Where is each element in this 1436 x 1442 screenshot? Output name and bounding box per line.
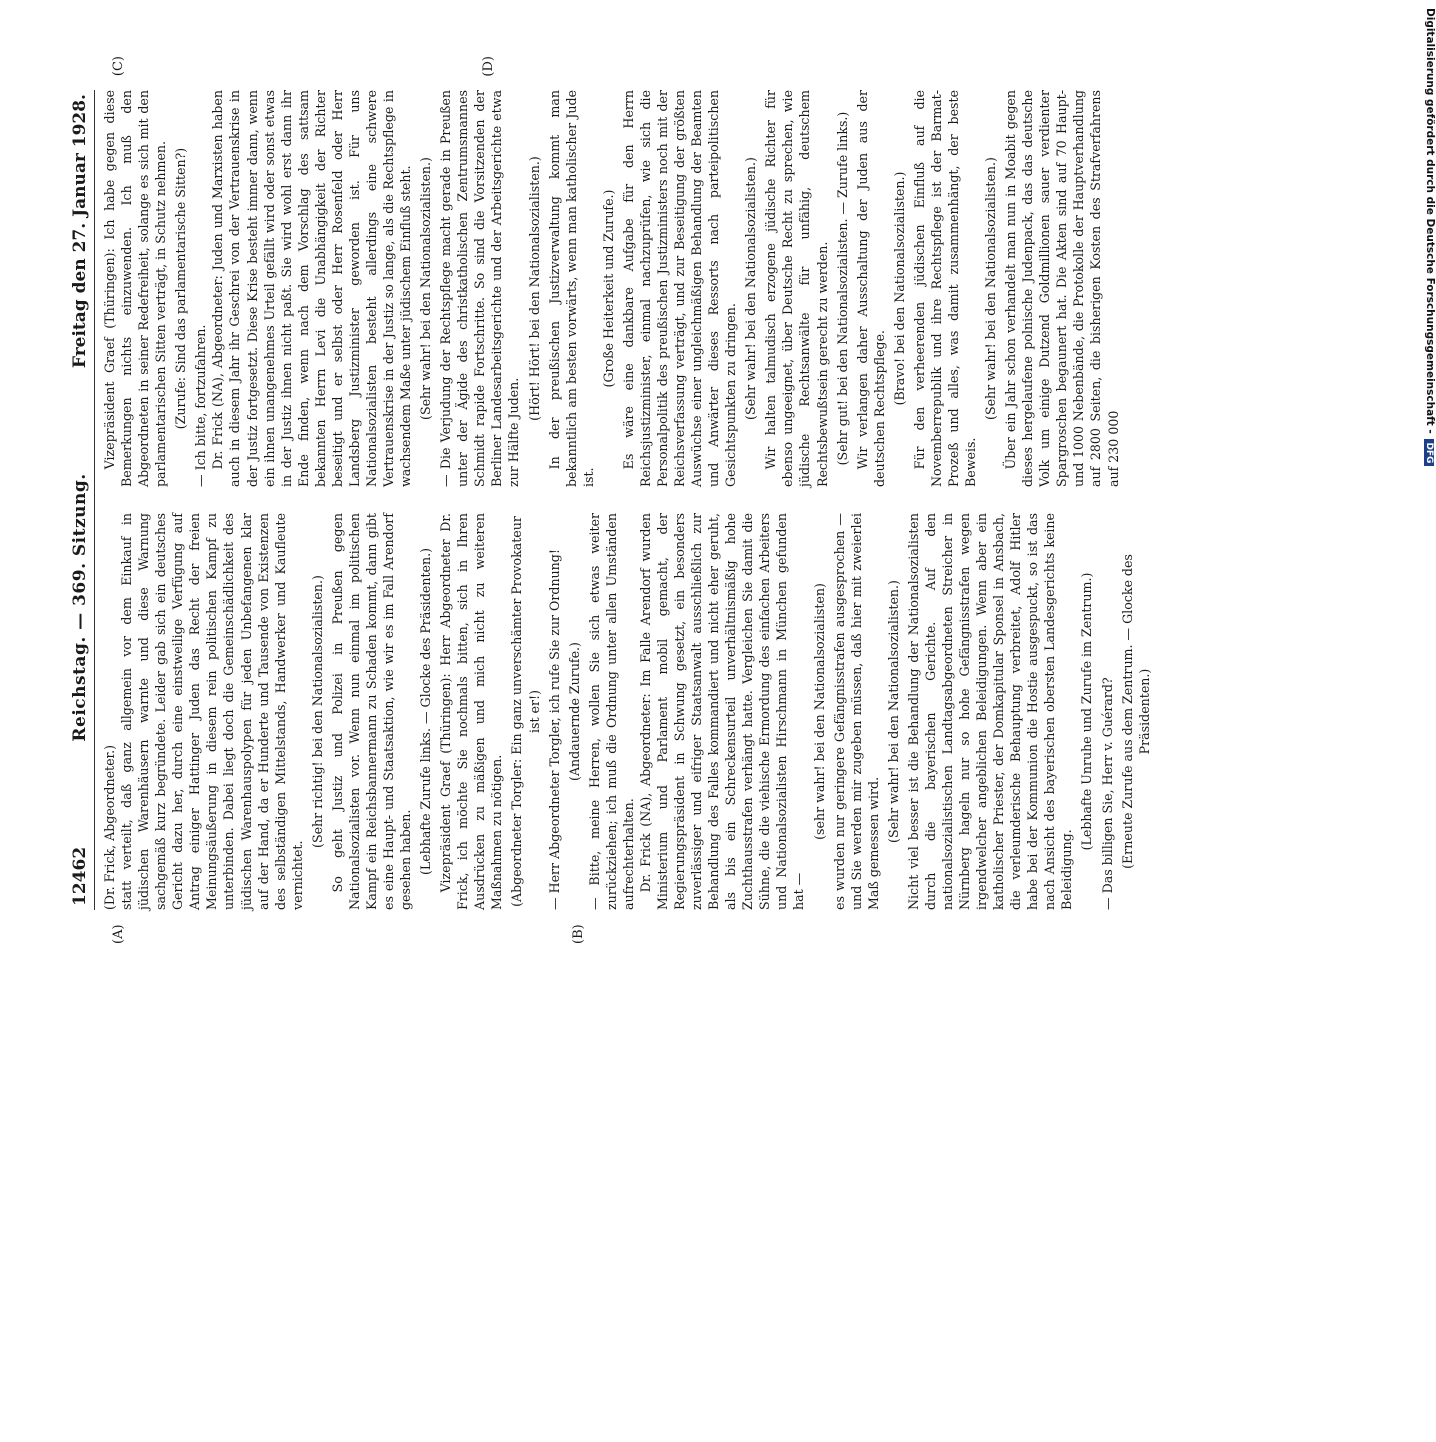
- interjection: (Große Heiterkeit und Zurufe.): [600, 189, 616, 388]
- interjection: (Abgeordneter Torgler: Ein ganz unverschämter Provokateur ist er!): [509, 516, 542, 907]
- paragraph: — Herr Abgeordneter Torgler, ich rufe Sie zur Ordnung!: [546, 549, 562, 910]
- margin-marker-a: (A): [111, 924, 126, 944]
- interjection: (Sehr gut! bei den Nationalsozialisten. — Zurufe links.): [834, 111, 850, 466]
- page-header: [70, 90, 95, 910]
- session-title: Reichstag. — 369. Sitzung.: [70, 473, 90, 742]
- dfg-badge: DFG: [1424, 439, 1434, 466]
- interjection: (Lebhafte Unruhe und Zurufe im Zentrum.): [1079, 572, 1095, 851]
- paragraph: Dr. Frick (NA), Abgeordneter: Im Falle Arendorf wurden Ministerium und Parlament mobil gemacht, der Regierungspräsident in Schwung gesetzt, ein besonders zuverlässiger und eifriger Staatsanwalt ausschließlich zur Behandlung des Falles kommandiert und nicht eher geruht, als bis ein Schreckensurteil unverhältnismäßig hohe Zuchthausstrafen verhängt hatte. Vergleichen Sie damit die Sühne, die die viehische Ermordung des einfachen Arbeiters und Nationalsozialisten Hirschmann in München gefunden hat —: [637, 513, 807, 910]
- interjection: (Bravo! bei den Nationalsozialisten.): [891, 171, 907, 406]
- interjection: (Sehr wahr! bei den Nationalsozialisten.): [743, 157, 759, 420]
- paragraph: Für den verheerenden jüdischen Einfluß auf die Novemberrepublik und ihre Rechtspflege ist der Barmat-Prozeß und alles, was damit zusammenhängt, der beste Beweis.: [911, 90, 978, 487]
- paragraph: — Das billigen Sie, Herr v. Guérard?: [1099, 677, 1115, 910]
- paragraph: Dr. Frick (NA), Abgeordneter: Juden und Marxisten haben auch in diesem Jahr ihr Geschrei von der Vertrauenskrise in der Justiz fortgesetzt. Diese Krise besteht immer dann, wenn ein ihnen unangenehmes Urteil gefällt wird oder sonst etwas in der Justiz ihnen nicht paßt. Sie wird wohl erst dann ihr Ende finden, wenn nach dem Vorschlag des sattsam bekannten Herrn Levi die Unabhängigkeit der Richter beseitigt und er selbst oder Herr Rosenfeld oder Herr Landsberg Justizminister geworden ist. Für uns Nationalsozialisten besteht allerdings eine schwere Vertrauenskrise in der Justiz so lange, als die Rechtspflege in wachsendem Maße unter jüdischem Einfluß steht.: [210, 90, 414, 487]
- paragraph: statt verteilt, daß ganz allgemein vor dem Einkauf in jüdischen Warenhäusern warnte und diese Warnung sachgemäß kurz begründete. Leider gab sich ein deutsches Gericht dazu her, durch eine einstweilige Verfügung auf Antrag einiger Hattinger Juden das Recht der freien Meinungsäußerung in diesem rein politischen Kampf zu unterbinden. Dabei liegt doch die Gemeinschädlichkeit des jüdischen Warenhauspolypen für jeden Unbefangenen klar auf der Hand, da er Hunderte und Tausende von Existenzen des selbständigen Mittelstands, Handwerker und Kaufleute vernichtet.: [119, 513, 305, 910]
- margin-marker-c: (C): [111, 56, 126, 77]
- page-number: 12462: [70, 846, 90, 906]
- paragraph: — Bitte, meine Herren, wollen Sie sich etwas weiter zurückziehen; ich muß die Ordnung unter allen Umständen aufrechterhalten.: [586, 513, 636, 910]
- paragraph: — Die Verjudung der Rechtspflege macht gerade in Preußen unter der Ägide des christkatholischen Zentrumsmannes Schmidt rapide Fortschritte. So sind die Vorsitzenden der Berliner Landesarbeitsgerichte und der Arbeitsgerichte etwa zur Hälfte Juden.: [438, 90, 522, 487]
- interjection: (Sehr richtig! bei den Nationalsozialisten.): [309, 575, 325, 848]
- interjection: (Hört! Hört! bei den Nationalsozialisten.): [526, 156, 542, 421]
- interjection: (Erneute Zurufe aus dem Zentrum. — Glocke des Präsidenten.): [1119, 554, 1152, 869]
- text-columns: [101, 56, 1156, 944]
- paragraph: Wir halten talmudisch erzogene jüdische Richter für ebenso ungeeignet, über Deutsche Recht zu sprechen, wie jüdische Rechtsanwälte für unfähig, deutschem Rechtsbewußtsein gerecht zu werden.: [763, 90, 830, 487]
- interjection: (Andauernde Zurufe.): [566, 642, 582, 781]
- paragraph: (Dr. Frick, Abgeordneter.): [102, 744, 117, 910]
- funding-note-text: Digitalisierung gefördert durch die Deutsche Forschungsgemeinschaft -: [1424, 8, 1436, 434]
- interjection: (Sehr wahr! bei den Nationalsozialisten.): [983, 157, 999, 420]
- paragraph: Vizepräsident Graef (Thüringen): Ich habe gegen diese Bemerkungen nichts einzuwenden. Ich muß den Abgeordneten in seiner Redefreiheit, solange es sich mit den parlamentarischen Sitten verträgt, in Schutz nehmen.: [102, 90, 169, 487]
- paragraph: In der preußischen Justizverwaltung kommt man bekanntlich am besten vorwärts, wenn man katholischer Jude ist.: [546, 90, 596, 487]
- paragraph: Wir verlangen daher Ausschaltung der Juden aus der deutschen Rechtspflege.: [854, 90, 887, 487]
- paragraph: Es wäre eine dankbare Aufgabe für den Herrn Reichsjustizminister, einmal nachzuprüfen, wie sich die Personalpolitik des preußischen Justizministers noch mit der Reichsverfassung verträgt, und zur Beseitigung der größten Auswüchse einer ungleichmäßigen Behandlung der Beamten und Anwärter dieses Ressorts nach parteipolitischen Gesichtspunkten zu dringen.: [620, 90, 739, 487]
- paragraph: Vizepräsident Graef (Thüringen): Herr Abgeordneter Dr. Frick, ich möchte Sie nochmals bitten, sich in Ihren Ausdrücken zu mäßigen und mich nicht zu weiteren Maßnahmen zu nötigen.: [438, 513, 505, 910]
- paragraph: Über ein Jahr schon verhandelt man nun in Moabit gegen dieses hergelaufene polnische Judenpack, das das deutsche Volk um einige Dutzend Goldmillionen sauer verdienter Spargroschen begaunert hat. Die Akten sind auf 70 Haupt- und 1000 Nebenbände, die Protokolle der Hauptverhandlung auf 2800 Seiten, die bisherigen Kosten des Strafverfahrens auf 230 000: [1003, 90, 1121, 487]
- session-date: Freitag den 27. Januar 1928.: [70, 94, 90, 369]
- margin-marker-b: (B): [571, 924, 586, 944]
- interjection: (Sehr wahr! bei den Nationalsozialisten.): [418, 157, 434, 420]
- margin-marker-d: (D): [481, 56, 496, 77]
- right-column: [101, 90, 1156, 487]
- paragraph: es wurden nur geringere Gefängnisstrafen ausgesprochen — und Sie werden mir zugeben müssen, daß hier mit zweierlei Maß gemessen wird.: [831, 513, 881, 910]
- paragraph: Nicht viel besser ist die Behandlung der Nationalsozialisten durch die bayerischen Gerichte. Auf den nationalsozialistischen Landtagsabgeordneten Streicher in Nürnberg hageln nur so hohe Gefängnisstrafen wegen irgendwelcher angeblichen Beleidigungen. Wenn aber ein katholischer Priester, der Domkapitular Sponsel in Ansbach, die verleumderische Behauptung verbreitet, Adolf Hitler habe bei der Kommunion die Hostie ausgespuckt, so ist das nach Ansicht des bayerischen obersten Landesgerichts keine Beleidigung.: [905, 513, 1075, 910]
- interjection: (Lebhafte Zurufe links. — Glocke des Präsidenten.): [418, 548, 434, 876]
- interjection: (Sehr wahr! bei den Nationalsozialisten.): [885, 580, 901, 843]
- paragraph: — Ich bitte, fortzufahren.: [193, 324, 209, 487]
- left-column: [101, 513, 1156, 910]
- interjection: (sehr wahr! bei den Nationalsozialisten): [811, 583, 827, 840]
- paragraph: So geht Justiz und Polizei in Preußen gegen Nationalsozialisten vor. Wenn nun einmal im politischen Kampf ein Reichsbannermann zu Schaden kommt, dann gibt es eine Haupt- und Staatsaktion, wie wir es im Fall Arendorf gesehen haben.: [329, 513, 414, 910]
- interjection: (Zurufe: Sind das parlamentarische Sitten?): [173, 147, 189, 430]
- funding-note: [1418, 8, 1436, 1442]
